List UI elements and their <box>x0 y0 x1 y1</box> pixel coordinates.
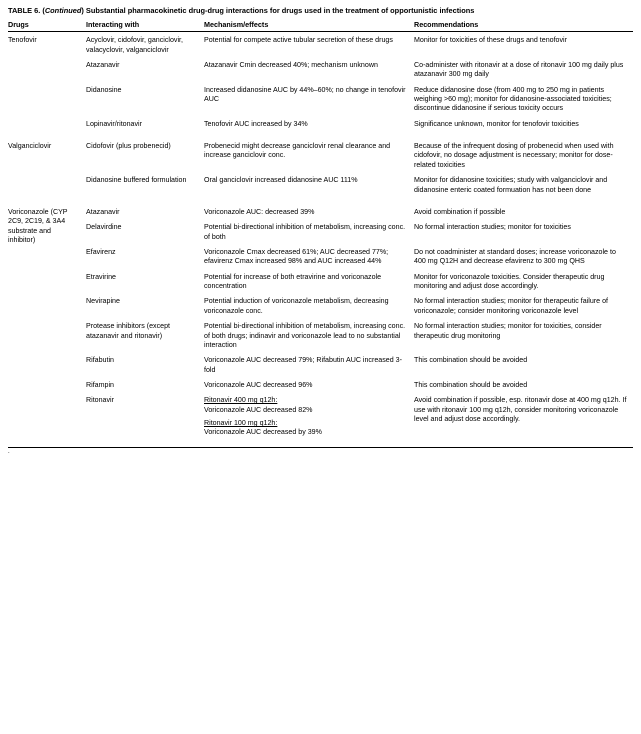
table-header-row <box>8 19 633 32</box>
table-row <box>8 294 633 319</box>
mechanism-cell: Atazanavir Cmin decreased 40%; mechanism unknown <box>204 60 378 69</box>
mechanism-part <box>204 396 408 415</box>
column-header-drugs: Drugs <box>8 19 86 32</box>
recommendation-cell: Do not coadminister at standard doses; increase voriconazole to 400 mg Q12H and decrease efavirenz to 300 mg QHS <box>414 248 616 266</box>
recommendation-cell: No formal interaction studies; monitor for therapeutic failure of voriconazole; consider monitoring voriconazole level <box>414 297 608 315</box>
table-header <box>8 19 633 32</box>
mechanism-cell: Voriconazole Cmax decreased 61%; AUC decreased 77%; efavirenz Cmax increased 98% and AUC increased 44% <box>204 248 389 266</box>
recommendation-cell: Significance unknown, monitor for tenofovir toxicities <box>414 119 579 128</box>
row-spacer <box>8 132 633 139</box>
mechanism-cell: Increased didanosine AUC by 44%–60%; no change in tenofovir AUC <box>204 85 406 104</box>
table-body <box>8 32 633 441</box>
table-row <box>8 139 633 173</box>
recommendation-cell: This combination should be avoided <box>414 356 528 365</box>
drug-name-cell: Tenofovir <box>8 36 37 45</box>
recommendation-cell: Avoid combination if possible <box>414 207 506 216</box>
table-row <box>8 319 633 353</box>
table-caption-prefix: TABLE 6. ( <box>8 6 45 15</box>
table-caption-suffix: ) Substantial pharmacokinetic drug-drug interactions for drugs used in the treatment of opportunistic infections <box>81 6 475 15</box>
mechanism-cell: Tenofovir AUC increased by 34% <box>204 119 308 128</box>
table-row <box>8 353 633 378</box>
interacting-cell: Atazanavir <box>86 207 120 216</box>
table-row <box>8 378 633 393</box>
recommendation-cell: This combination should be avoided <box>414 380 528 389</box>
drug-name-cell: Valganciclovir <box>8 142 52 151</box>
table-row <box>8 220 633 245</box>
drug-interactions-table <box>8 19 633 441</box>
recommendation-cell: No formal interaction studies; monitor for toxicities, consider therapeutic drug monitoring <box>414 322 602 340</box>
recommendation-cell: Because of the infrequent dosing of probenecid when used with cidofovir, no dosage adjustment is necessary; monitor for dose-related toxicities <box>414 142 614 169</box>
mechanism-cell: Potential bi-directional inhibition of metabolism, increasing conc. of both <box>204 223 406 241</box>
interacting-cell: Didanosine buffered formulation <box>86 176 187 185</box>
mechanism-cell: Voriconazole AUC decreased 79%; Rifabutin AUC increased 3-fold <box>204 356 402 374</box>
drug-name-cell: Voriconazole (CYP 2C9, 2C19, & 3A4 substrate and inhibitor) <box>8 207 68 244</box>
interacting-cell: Cidofovir (plus probenecid) <box>86 142 171 151</box>
mechanism-cell: Potential bi-directional inhibition of metabolism, increasing conc. of both drugs; indinavir and voriconazole lead to no substantial interaction <box>204 322 406 349</box>
interacting-cell: Atazanavir <box>86 60 120 69</box>
interacting-cell: Etravirine <box>86 272 116 281</box>
interacting-cell: Rifampin <box>86 380 114 389</box>
table-row <box>8 245 633 270</box>
table-row <box>8 270 633 295</box>
mechanism-part-text: Voriconazole AUC decreased 82% <box>204 405 313 414</box>
table-row <box>8 205 633 220</box>
mechanism-cell <box>204 393 414 440</box>
mechanism-cell: Voriconazole AUC decreased 96% <box>204 380 313 389</box>
interacting-cell: Rifabutin <box>86 356 114 365</box>
mechanism-cell: Potential induction of voriconazole metabolism, decreasing voriconazole conc. <box>204 297 389 315</box>
table-caption-continued: Continued <box>44 6 82 15</box>
interacting-cell: Nevirapine <box>86 297 120 306</box>
recommendation-cell: Reduce didanosine dose (from 400 mg to 250 mg in patients weighing >60 mg); monitor for didanosine-associated toxicities; discontinue didanosine if serious toxicity occurs <box>414 85 612 113</box>
table-row <box>8 393 633 440</box>
column-header-recommendations: Recommendations <box>414 19 633 32</box>
table-row <box>8 83 633 117</box>
recommendation-cell: Avoid combination if possible, esp. ritonavir dose at 400 mg q12h. If use with ritonavir 100 mg q12h, consider monitoring voriconazole level and adjust dose accordingly. <box>414 396 627 424</box>
column-header-mechanism-effects: Mechanism/effects <box>204 19 414 32</box>
footer-marker: . <box>8 448 10 455</box>
page-title <box>8 6 633 15</box>
interacting-cell: Didanosine <box>86 85 122 94</box>
mechanism-cell: Potential for increase of both etravirine and voriconazole concentration <box>204 272 382 291</box>
mechanism-cell: Probenecid might decrease ganciclovir renal clearance and increase ganciclovir conc. <box>204 142 391 160</box>
table-row <box>8 173 633 198</box>
interacting-cell: Delavirdine <box>86 223 122 232</box>
recommendation-cell: Monitor for toxicities of these drugs and tenofovir <box>414 36 567 45</box>
recommendation-cell: No formal interaction studies; monitor for toxicities <box>414 223 571 232</box>
mechanism-part-heading: Ritonavir 100 mg q12h: <box>204 419 278 428</box>
recommendation-cell: Co-administer with ritonavir at a dose of ritonavir 100 mg daily plus atazanavir 300 mg daily <box>414 60 624 79</box>
column-header-interacting-with: Interacting with <box>86 19 204 32</box>
mechanism-cell: Voriconazole AUC: decreased 39% <box>204 207 315 216</box>
mechanism-part-text: Voriconazole AUC decreased by 39% <box>204 428 322 437</box>
table-row <box>8 117 633 132</box>
interacting-cell: Acyclovir, cidofovir, ganciclovir, valacyclovir, valganciclovir <box>86 36 183 54</box>
interacting-cell: Efavirenz <box>86 248 116 256</box>
interacting-cell: Ritonavir <box>86 396 114 405</box>
mechanism-part-heading: Ritonavir 400 mg q12h: <box>204 396 278 405</box>
recommendation-cell: Monitor for didanosine toxicities; study with valganciclovir and didanosine enteric coated formuation has not been done <box>414 176 608 194</box>
interacting-cell: Lopinavir/ritonavir <box>86 119 142 128</box>
row-spacer <box>8 198 633 205</box>
table-row <box>8 58 633 83</box>
mechanism-cell: Potential for compete active tubular secretion of these drugs <box>204 36 393 45</box>
mechanism-cell: Oral ganciclovir increased didanosine AUC 111% <box>204 176 358 185</box>
mechanism-part <box>204 419 408 438</box>
table-row <box>8 32 633 58</box>
interacting-cell: Protease inhibitors (except atazanavir and ritonavir) <box>86 322 170 340</box>
recommendation-cell: Monitor for voriconazole toxicities. Consider therapeutic drug monitoring and adjust dose accordingly. <box>414 272 605 291</box>
